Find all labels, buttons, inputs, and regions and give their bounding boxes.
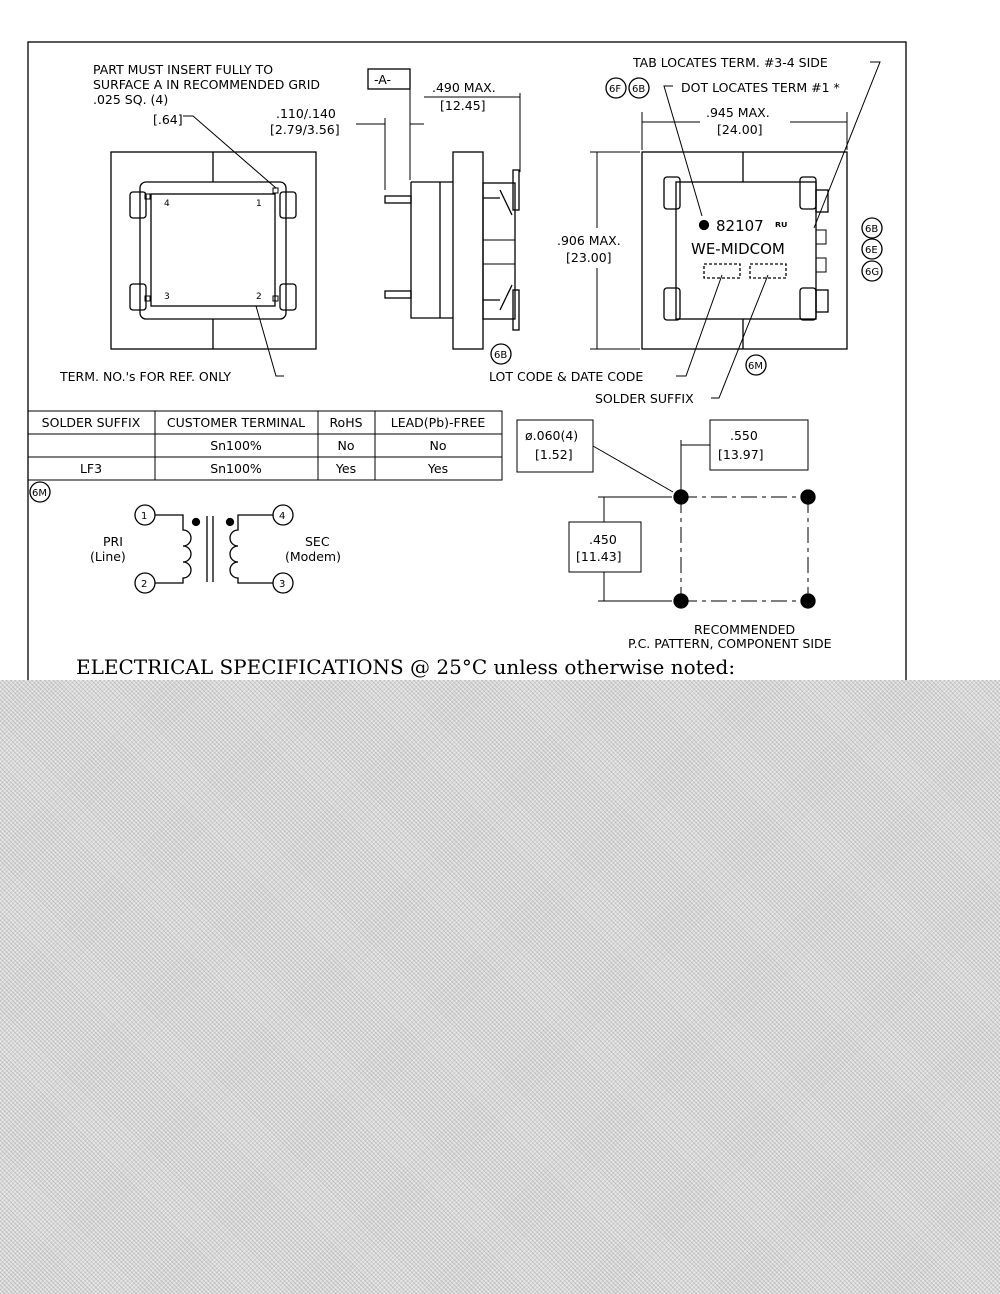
dot-locates-note: DOT LOCATES TERM #1 * bbox=[681, 80, 840, 95]
table-header-lead-free: LEAD(Pb)-FREE bbox=[390, 415, 486, 430]
dim-pin-length-mm: [2.79/3.56] bbox=[270, 122, 340, 137]
dim-hole-mm: [1.52] bbox=[535, 447, 573, 462]
tab-locates-note: TAB LOCATES TERM. #3-4 SIDE bbox=[633, 55, 828, 70]
dim-pitch-x-mm: [13.97] bbox=[718, 447, 764, 462]
flag-6e: 6E bbox=[865, 245, 878, 256]
dim-depth: .906 MAX. bbox=[557, 233, 621, 248]
dim-pitch-y: .450 bbox=[589, 532, 617, 547]
table-cell: No bbox=[337, 438, 355, 453]
recommended-label: RECOMMENDED bbox=[694, 622, 796, 637]
pcb-pattern bbox=[674, 490, 815, 608]
dim-hole: ø.060(4) bbox=[525, 428, 579, 443]
datum-label: -A- bbox=[374, 72, 392, 87]
dim-pitch-x: .550 bbox=[730, 428, 758, 443]
pri-sub-label: (Line) bbox=[90, 549, 126, 564]
insert-note-line4: [.64] bbox=[153, 112, 183, 127]
flag-6m-schematic: 6M bbox=[32, 488, 47, 499]
terminal-label-2: 2 bbox=[256, 292, 262, 302]
dim-width-mm: [24.00] bbox=[717, 122, 763, 137]
table-cell: No bbox=[429, 438, 447, 453]
dim-height: .490 MAX. bbox=[432, 80, 496, 95]
pin-1: 1 bbox=[141, 511, 148, 522]
electrical-specs-heading: ELECTRICAL SPECIFICATIONS @ 25°C unless otherwise noted: bbox=[76, 655, 736, 679]
dim-height-mm: [12.45] bbox=[440, 98, 486, 113]
flag-6b-top: 6B bbox=[632, 84, 646, 95]
table-cell: LF3 bbox=[79, 461, 103, 476]
pri-label: PRI bbox=[103, 534, 123, 549]
ul-logo-icon: ᴿᵁ bbox=[775, 219, 788, 234]
pc-pattern-label: P.C. PATTERN, COMPONENT SIDE bbox=[628, 636, 832, 651]
pin-2: 2 bbox=[141, 579, 148, 590]
insert-note-line3: .025 SQ. (4) bbox=[93, 92, 169, 107]
drawing-border bbox=[28, 42, 906, 694]
table-header-rohs: RoHS bbox=[329, 415, 363, 430]
pin-4: 4 bbox=[279, 511, 286, 522]
insert-note-line2: SURFACE A IN RECOMMENDED GRID bbox=[93, 77, 321, 92]
flag-6g: 6G bbox=[865, 267, 880, 278]
side-view bbox=[385, 152, 519, 349]
term-ref-note: TERM. NO.'s FOR REF. ONLY bbox=[60, 369, 232, 384]
table-cell: Yes bbox=[335, 461, 357, 476]
flag-6m-top: 6M bbox=[748, 361, 763, 372]
table-cell: Sn100% bbox=[210, 461, 262, 476]
solder-table bbox=[28, 411, 502, 480]
pin-3: 3 bbox=[279, 579, 286, 590]
flag-6b-side: 6B bbox=[494, 350, 508, 361]
dithered-region bbox=[0, 680, 1000, 1294]
transformer-schematic bbox=[135, 505, 293, 593]
table-header-customer-terminal: CUSTOMER TERMINAL bbox=[166, 415, 306, 430]
table-cell: Sn100% bbox=[210, 438, 262, 453]
bottom-view bbox=[111, 152, 316, 349]
lot-code-note: LOT CODE & DATE CODE bbox=[489, 369, 644, 384]
dim-depth-mm: [23.00] bbox=[566, 250, 612, 265]
solder-suffix-note: SOLDER SUFFIX bbox=[595, 391, 694, 406]
insert-note-line1: PART MUST INSERT FULLY TO bbox=[93, 62, 274, 77]
terminal-label-4: 4 bbox=[164, 199, 170, 209]
part-number: 82107 bbox=[716, 217, 764, 235]
dim-pitch-y-mm: [11.43] bbox=[576, 549, 622, 564]
dim-width: .945 MAX. bbox=[706, 105, 770, 120]
brand-marking: WE-MIDCOM bbox=[691, 240, 785, 258]
table-header-solder-suffix: SOLDER SUFFIX bbox=[41, 415, 141, 430]
terminal-label-1: 1 bbox=[256, 199, 262, 209]
flag-6f: 6F bbox=[609, 84, 622, 95]
table-cell: Yes bbox=[427, 461, 449, 476]
flag-6b-right: 6B bbox=[865, 224, 879, 235]
terminal-label-3: 3 bbox=[164, 292, 170, 302]
dim-pin-length: .110/.140 bbox=[276, 106, 336, 121]
sec-label: SEC bbox=[305, 534, 330, 549]
sec-sub-label: (Modem) bbox=[285, 549, 341, 564]
